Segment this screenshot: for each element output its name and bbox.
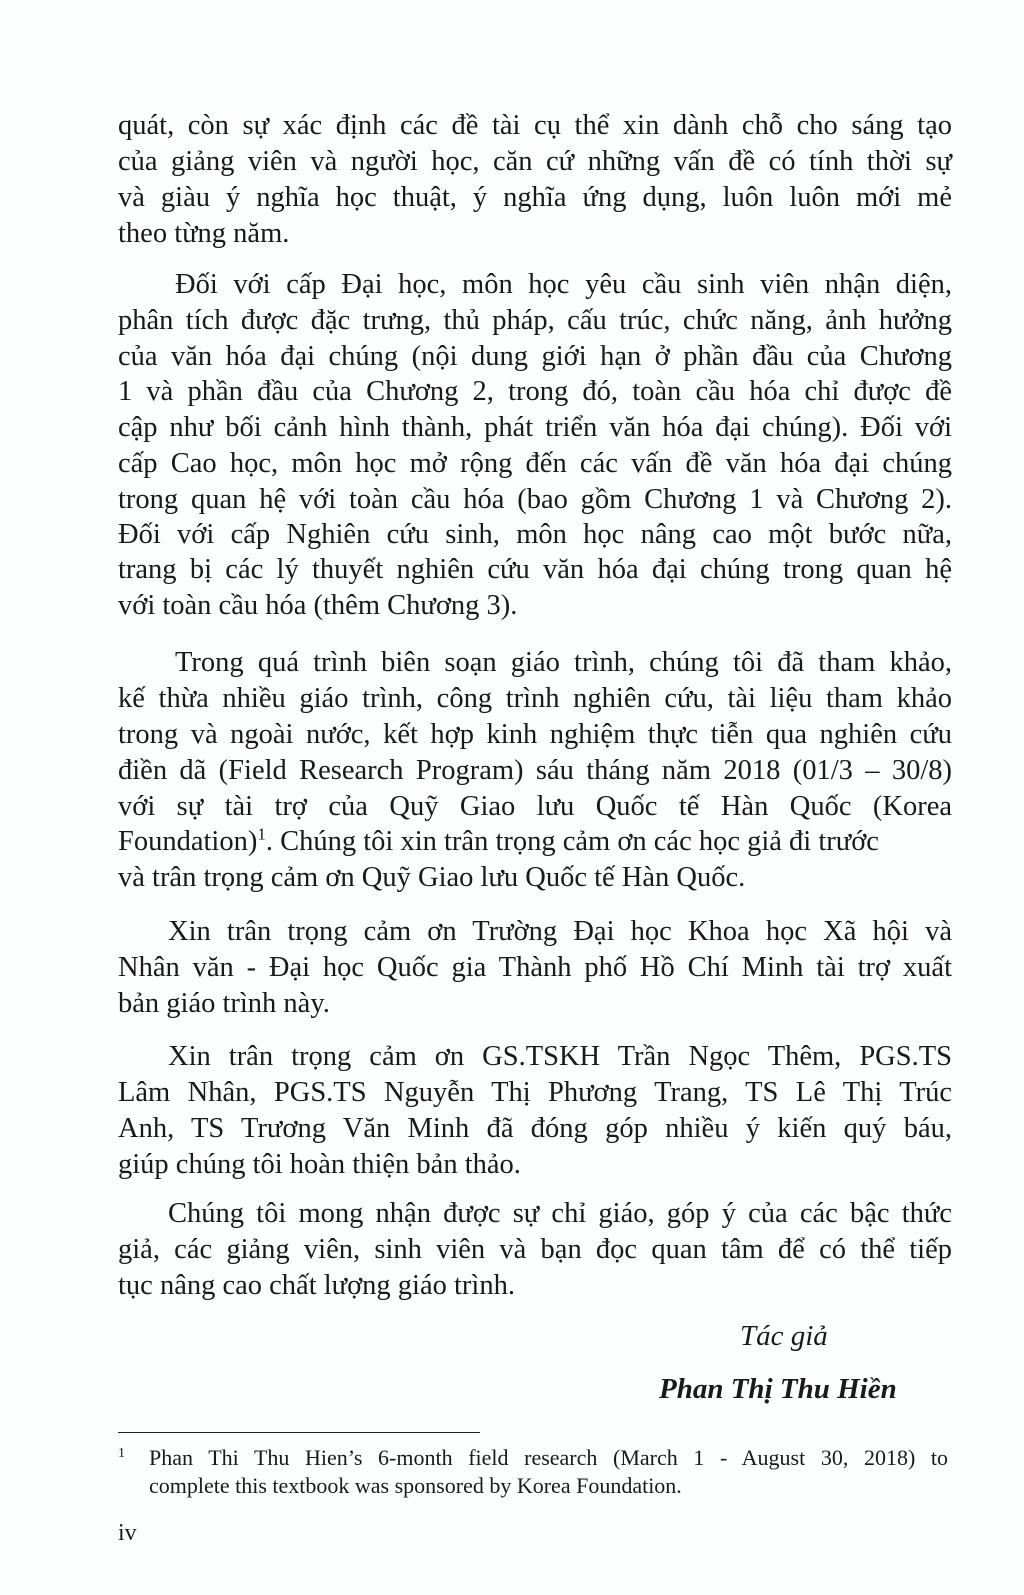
text-line: Anh, TS Trương Văn Minh đã đóng góp nhiều ý kiến quý báu, (118, 1113, 952, 1144)
text-line: của giảng viên và người học, căn cứ những vấn đề có tính thời sự (118, 146, 952, 177)
text-line: và giàu ý nghĩa học thuật, ý nghĩa ứng dụng, luôn luôn mới mẻ (118, 182, 952, 213)
text-line: Chúng tôi mong nhận được sự chỉ giáo, góp ý của các bậc thức (168, 1198, 952, 1229)
text-line: cấp Cao học, môn học mở rộng đến các vấn đề văn hóa đại chúng (118, 448, 952, 479)
text-line: và trân trọng cảm ơn Quỹ Giao lưu Quốc tế Hàn Quốc. (118, 862, 746, 893)
text-line: của văn hóa đại chúng (nội dung giới hạn ở phần đầu của Chương (118, 341, 952, 372)
text-line: Trong quá trình biên soạn giáo trình, chúng tôi đã tham khảo, (175, 647, 952, 678)
text-line: Đối với cấp Nghiên cứu sinh, môn học nâng cao một bước nữa, (118, 519, 952, 550)
text-line: với sự tài trợ của Quỹ Giao lưu Quốc tế Hàn Quốc (Korea (118, 791, 952, 822)
text-line: trang bị các lý thuyết nghiên cứu văn hóa đại chúng trong quan hệ (118, 554, 952, 585)
text-line (118, 824, 952, 860)
footnote-divider (118, 1432, 480, 1433)
page-number: iv (118, 1520, 137, 1546)
text-line: trong và ngoài nước, kết hợp kinh nghiệm thực tiễn qua nghiên cứu (118, 719, 952, 750)
text-line: cập như bối cảnh hình thành, phát triển văn hóa đại chúng). Đối với (118, 412, 952, 443)
footnote-reference[interactable]: 1 (257, 824, 266, 844)
text-line: quát, còn sự xác định các đề tài cụ thể xin dành chỗ cho sáng tạo (118, 110, 952, 141)
text-line: theo từng năm. (118, 218, 290, 249)
text-line: Xin trân trọng cảm ơn GS.TSKH Trần Ngọc Thêm, PGS.TS (168, 1041, 952, 1072)
text-line: bản giáo trình này. (118, 988, 330, 1019)
footnote-mark: 1 (118, 1446, 125, 1461)
footnote-line: Phan Thi Thu Hien’s 6-month field research (March 1 - August 30, 2018) to (149, 1445, 948, 1470)
text-line: giả, các giảng viên, sinh viên và bạn đọc quan tâm để có thể tiếp (118, 1234, 952, 1265)
text-line: kế thừa nhiều giáo trình, công trình nghiên cứu, tài liệu tham khảo (118, 683, 952, 714)
text-line: Nhân văn - Đại học Quốc gia Thành phố Hồ Chí Minh tài trợ xuất (118, 952, 952, 983)
text-line: Đối với cấp Đại học, môn học yêu cầu sinh viên nhận diện, (175, 269, 952, 300)
text-line: Lâm Nhân, PGS.TS Nguyễn Thị Phương Trang, TS Lê Thị Trúc (118, 1077, 952, 1108)
text-line: giúp chúng tôi hoàn thiện bản thảo. (118, 1149, 521, 1180)
signature-role: Tác giả (740, 1320, 828, 1352)
text-line: phân tích được đặc trưng, thủ pháp, cấu trúc, chức năng, ảnh hưởng (118, 305, 952, 336)
text-line: trong quan hệ với toàn cầu hóa (bao gồm Chương 1 và Chương 2). (118, 484, 952, 515)
text-fragment: . Chúng tôi xin trân trọng cảm ơn các học giả đi trước (265, 826, 879, 857)
text-fragment: Foundation) (118, 826, 258, 857)
signature-author-name: Phan Thị Thu Hiền (659, 1373, 897, 1405)
text-line: Xin trân trọng cảm ơn Trường Đại học Khoa học Xã hội và (168, 916, 952, 947)
text-line: tục nâng cao chất lượng giáo trình. (118, 1270, 515, 1301)
footnote-line: complete this textbook was sponsored by Korea Foundation. (149, 1473, 682, 1498)
text-line: 1 và phần đầu của Chương 2, trong đó, toàn cầu hóa chỉ được đề (118, 376, 952, 407)
text-line: với toàn cầu hóa (thêm Chương 3). (118, 590, 518, 621)
text-line: điền dã (Field Research Program) sáu tháng năm 2018 (01/3 – 30/8) (118, 755, 952, 786)
